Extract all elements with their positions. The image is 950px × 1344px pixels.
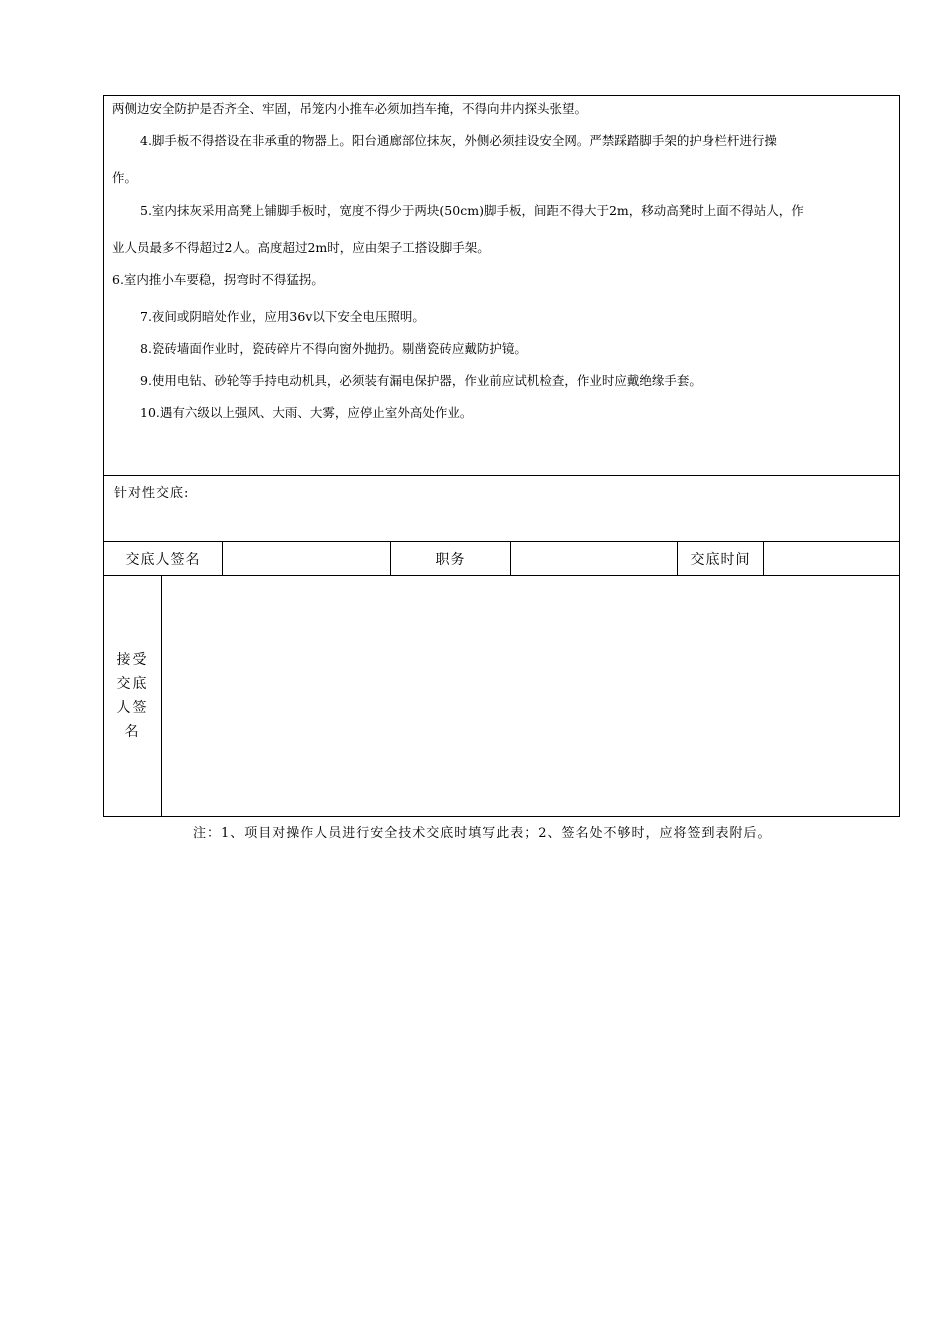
targeted-briefing-label: 针对性交底:: [114, 486, 190, 501]
content-line-5: 业人员最多不得超过2人。高度超过2m时，应由架子工搭设脚手架。: [112, 240, 490, 255]
content-line-4: 5.室内抹灰采用高凳上铺脚手板时，宽度不得少于两块(50cm)脚手板，间距不得大于2m，移动高凳时上面不得站人，作: [140, 203, 804, 218]
content-line-1: 两侧边安全防护是否齐全、牢固，吊笼内小推车必须加挡车掩，不得向井内探头张望。: [112, 101, 588, 116]
footnote: 注：1、项目对操作人员进行安全技术交底时填写此表；2、签名处不够时，应将签到表附后。: [193, 826, 772, 841]
receiver-signature-field[interactable]: [162, 576, 899, 816]
presenter-signature-label: 交底人签名: [104, 542, 223, 575]
signature-row: [104, 542, 899, 576]
briefing-time-label: 交底时间: [678, 542, 764, 575]
receiver-signature-label: 接受交底人签名: [116, 652, 149, 740]
safety-briefing-form: [103, 95, 900, 817]
briefing-content: [104, 96, 899, 476]
receiver-label-cell: [104, 576, 162, 816]
content-line-7: 7.夜间或阴暗处作业，应用36v以下安全电压照明。: [140, 309, 425, 324]
targeted-briefing-section[interactable]: [104, 476, 899, 542]
content-line-9: 9.使用电钻、砂轮等手持电动机具，必须装有漏电保护器，作业前应试机检查，作业时应戴绝缘手套。: [140, 373, 702, 388]
briefing-time-field[interactable]: [764, 542, 899, 575]
receiver-signature-row: [104, 576, 899, 816]
content-line-6: 6.室内推小车要稳，拐弯时不得猛拐。: [112, 272, 324, 287]
content-line-8: 8.瓷砖墙面作业时，瓷砖碎片不得向窗外抛扔。剔凿瓷砖应戴防护镜。: [140, 341, 527, 356]
position-field[interactable]: [511, 542, 678, 575]
content-line-3: 作。: [112, 170, 138, 185]
position-label: 职务: [391, 542, 511, 575]
presenter-signature-field[interactable]: [223, 542, 391, 575]
content-line-2: 4.脚手板不得搭设在非承重的物器上。阳台通廊部位抹灰，外侧必须挂设安全网。严禁踩踏脚手架的护身栏杆进行操: [140, 133, 777, 148]
content-line-10: 10.遇有六级以上强风、大雨、大雾，应停止室外高处作业。: [140, 405, 473, 420]
